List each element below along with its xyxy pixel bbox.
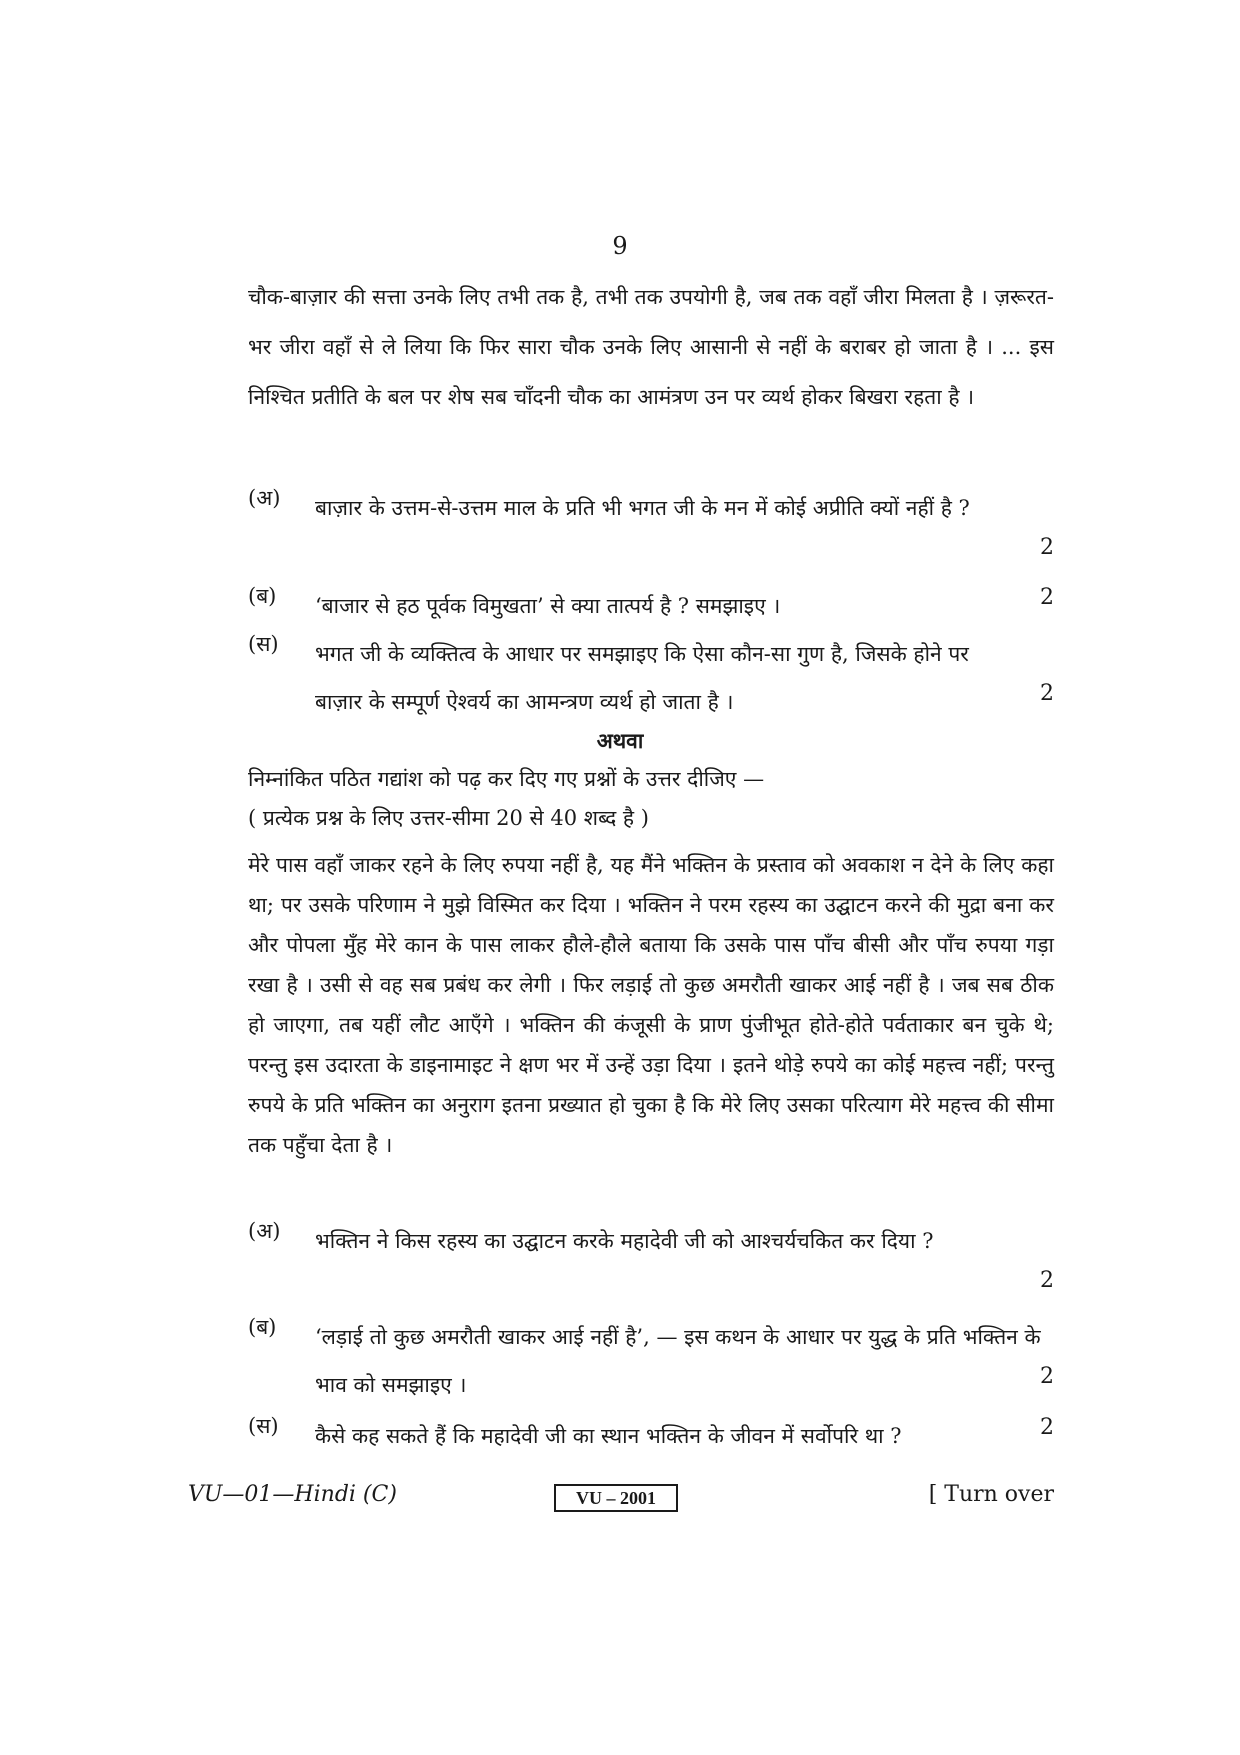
- question-label: (अ): [248, 1219, 281, 1243]
- question-marks: 2: [1040, 681, 1054, 706]
- question-label: (अ): [248, 486, 281, 510]
- question-marks: 2: [1040, 585, 1054, 610]
- instruction-line-1: निम्नांकित पठित गद्यांश को पढ़ कर दिए गए प्रश्नों के उत्तर दीजिए —: [248, 767, 765, 791]
- question-text: ‘बाजार से हठ पूर्वक विमुखता’ से क्या तात्पर्य है ? समझाइए ।: [315, 594, 781, 618]
- question-label: (ब): [248, 584, 277, 608]
- page-number: 9: [612, 232, 628, 260]
- question-2c: [248, 1412, 1054, 1460]
- question-2a: [248, 1217, 1054, 1317]
- question-text: भगत जी के व्यक्तित्व के आधार पर समझाइए कि ऐसा कौन-सा गुण है, जिसके होने पर बाज़ार के सम्पूर्ण ऐश्वर्य का आमन्त्रण व्यर्थ हो जाता है ।: [315, 642, 969, 714]
- question-1a: [248, 484, 1054, 584]
- question-2b: [248, 1313, 1054, 1413]
- passage-1: चौक-बाज़ार की सत्ता उनके लिए तभी तक है, तभी तक उपयोगी है, जब तक वहाँ जीरा मिलता है । ज़रूरत-भर जीरा वहाँ से ले लिया कि फिर सारा चौक उनके लिए आसानी से नहीं के बराबर हो जाता है । ... इस निश्चित प्रतीति के बल पर शेष सब चाँदनी चौक का आमंत्रण उन पर व्यर्थ होकर बिखरा रहता है ।: [248, 285, 1054, 409]
- question-marks: 2: [1040, 1415, 1054, 1440]
- question-1b: [248, 582, 1054, 630]
- passage-2: मेरे पास वहाँ जाकर रहने के लिए रुपया नहीं है, यह मैंने भक्तिन के प्रस्ताव को अवकाश न देने के लिए कहा था; पर उसके परिणाम ने मुझे विस्मित कर दिया । भक्तिन ने परम रहस्य का उद्घाटन करने की मुद्रा बना कर और पोपला मुँह मेरे कान के पास लाकर हौले-हौले बताया कि उसके पास पाँच बीसी और पाँच रुपया गड़ा रखा है । उसी से वह सब प्रबंध कर लेगी । फिर लड़ाई तो कुछ अमरौती खाकर आई नहीं है । जब सब ठीक हो जाएगा, तब यहीं लौट आएँगे । भक्तिन की कंजूसी के प्राण पुंजीभूत होते-होते पर्वताकार बन चुके थे; परन्तु इस उदारता के डाइनामाइट ने क्षण भर में उन्हें उड़ा दिया । इतने थोड़े रुपये का कोई महत्त्व नहीं; परन्तु रुपये के प्रति भक्तिन का अनुराग इतना प्रख्यात हो चुका है कि मेरे लिए उसका परित्याग मेरे महत्त्व की सीमा तक पहुँचा देता है ।: [248, 853, 1054, 1157]
- question-marks: 2: [1040, 1364, 1054, 1389]
- question-1c: [248, 630, 1054, 730]
- question-label: (स): [248, 1414, 279, 1438]
- question-marks: 2: [1040, 535, 1054, 560]
- question-text: ‘लड़ाई तो कुछ अमरौती खाकर आई नहीं है’, — इस कथन के आधार पर युद्ध के प्रति भक्तिन के भाव को समझाइए ।: [315, 1325, 1041, 1397]
- question-marks: 2: [1040, 1268, 1054, 1293]
- question-text: बाज़ार के उत्तम-से-उत्तम माल के प्रति भी भगत जी के मन में कोई अप्रीति क्यों नहीं है ?: [315, 496, 970, 520]
- question-label: (स): [248, 632, 279, 656]
- question-text: कैसे कह सकते हैं कि महादेवी जी का स्थान भक्तिन के जीवन में सर्वोपरि था ?: [315, 1424, 902, 1448]
- question-label: (ब): [248, 1315, 277, 1339]
- footer-paper-code: VU—01—Hindi (C): [188, 1482, 397, 1507]
- footer-turn-over: [ Turn over: [928, 1482, 1054, 1507]
- or-heading: अथवा: [596, 728, 644, 753]
- instruction-line-2: ( प्रत्येक प्रश्न के लिए उत्तर-सीमा 20 से 40 शब्द है ): [248, 806, 649, 830]
- question-text: भक्तिन ने किस रहस्य का उद्घाटन करके महादेवी जी को आश्चर्यचकित कर दिया ?: [315, 1229, 934, 1253]
- footer-series-box: VU – 2001: [554, 1484, 678, 1512]
